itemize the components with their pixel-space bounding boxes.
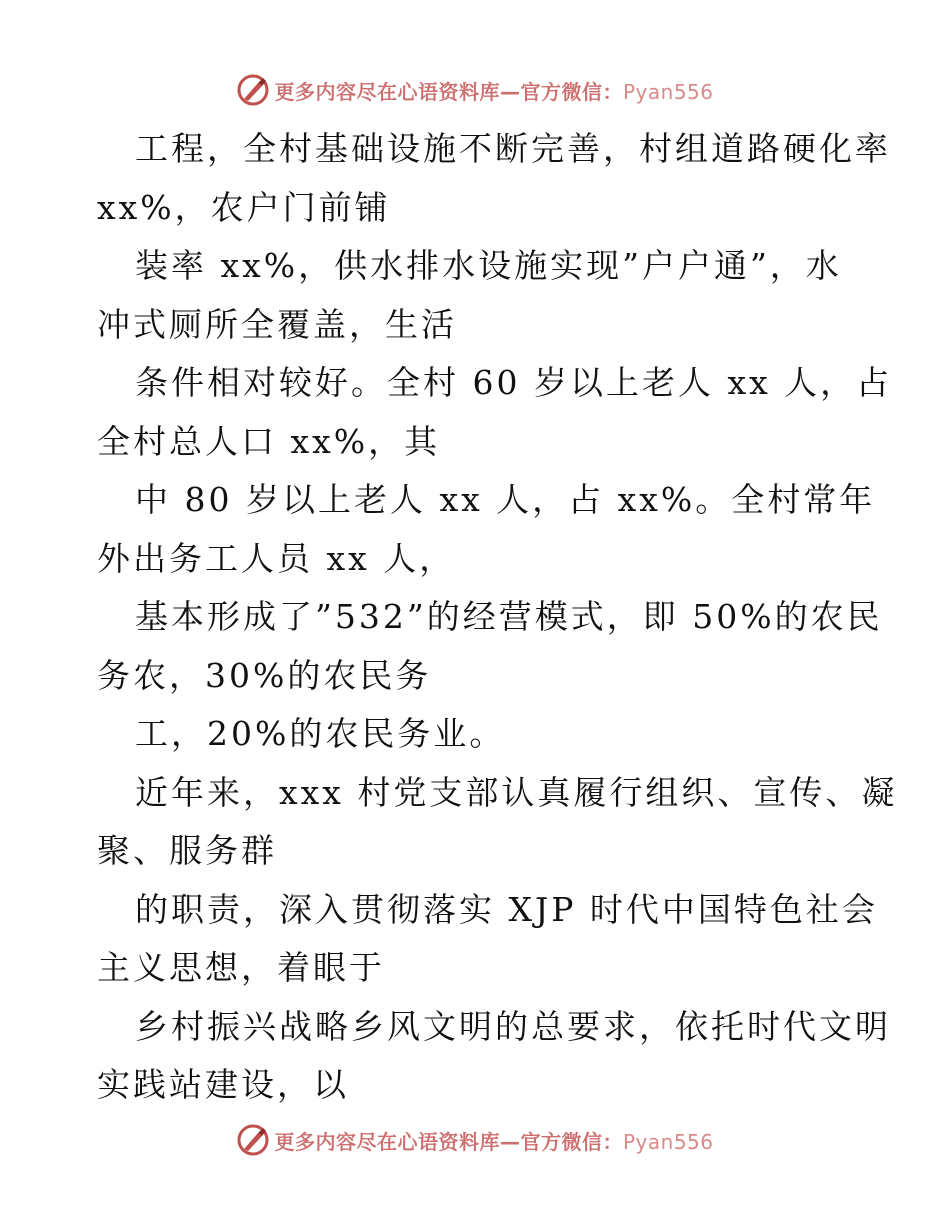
text-line: 装率 xx%，供水排水设施实现”户户通”，水 <box>135 246 842 285</box>
text-line: 的职责，深入贯彻落实 XJP 时代中国特色社会 <box>135 889 878 929</box>
text-line: 近年来，xxx 村党支部认真履行组织、宣传、凝 <box>135 772 898 812</box>
text-line: 条件相对较好。全村 60 岁以上老人 xx 人，占 <box>135 363 893 402</box>
text-line: 乡村振兴战略乡风文明的总要求，依托时代文明 <box>135 1006 891 1046</box>
text-line: 全村总人口 xx%，其 <box>97 421 441 461</box>
text-line: 聚、服务群 <box>97 831 277 870</box>
text-line: xx%，农户门前铺 <box>97 187 391 227</box>
text-line: 基本形成了”532”的经营模式，即 50%的农民 <box>135 597 883 636</box>
text-line: 工程，全村基础设施不断完善，村组道路硬化率 <box>135 129 891 168</box>
text-line: 外出务工人员 xx 人， <box>97 538 456 578</box>
watermark-text: 更多内容尽在心语资料库—官方微信：Pyan556 <box>274 1129 714 1154</box>
header-watermark <box>0 70 950 110</box>
text-line: 工，20%的农民务业。 <box>135 714 506 753</box>
text-line: 务农，30%的农民务 <box>97 655 432 695</box>
text-line: 冲式厕所全覆盖，生活 <box>97 304 457 344</box>
pen-logo-icon <box>236 73 270 107</box>
text-line: 中 80 岁以上老人 xx 人，占 xx%。全村常年 <box>135 480 876 519</box>
footer-watermark <box>0 1120 950 1160</box>
text-line: 主义思想，着眼于 <box>97 948 385 987</box>
watermark-text: 更多内容尽在心语资料库—官方微信：Pyan556 <box>274 79 714 104</box>
text-line: 实践站建设，以 <box>97 1065 349 1104</box>
pen-logo-icon <box>236 1123 270 1157</box>
document-body <box>97 120 898 1115</box>
